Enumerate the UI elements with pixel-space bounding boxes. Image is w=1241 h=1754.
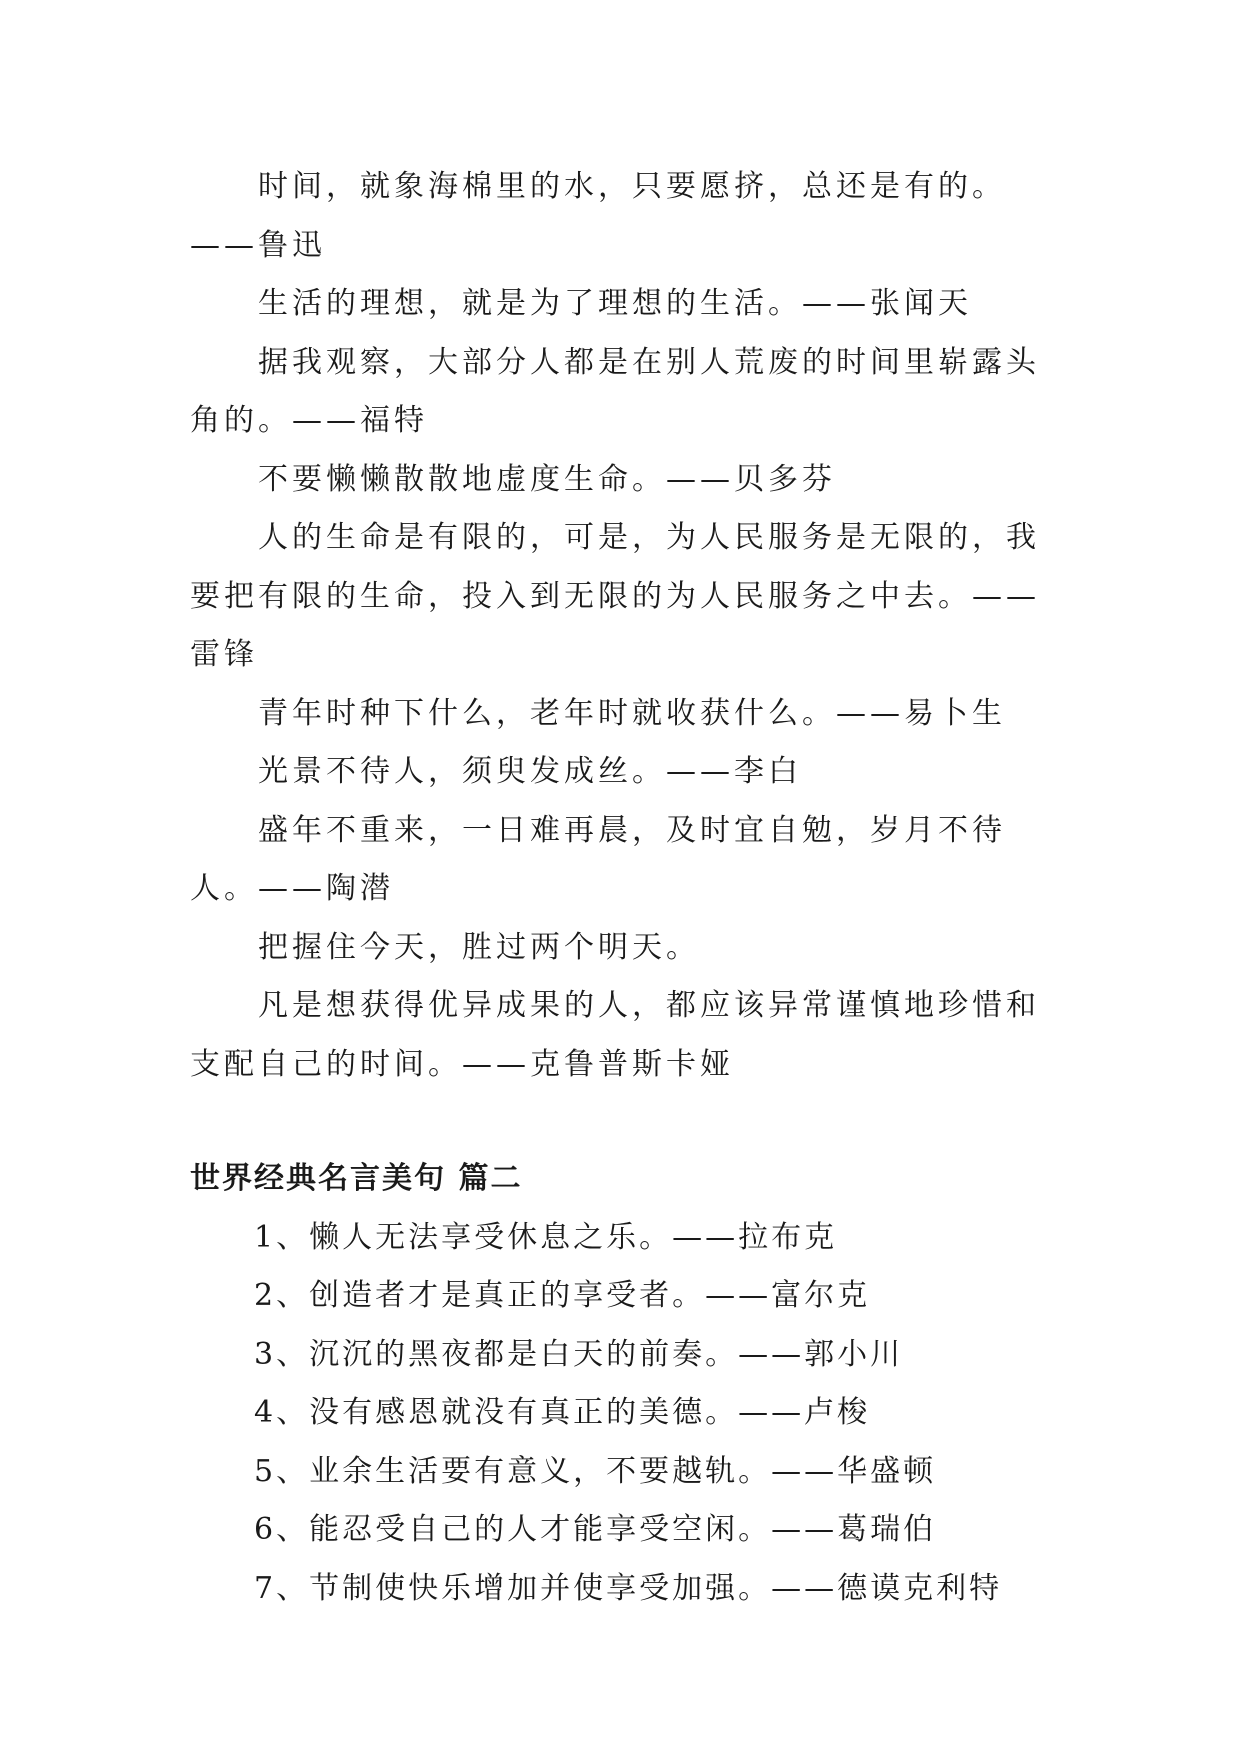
quote-paragraph: 时间，就象海棉里的水，只要愿挤，总还是有的。——鲁迅 [190,169,1006,263]
quote-paragraph: 青年时种下什么，老年时就收获什么。——易卜生 [258,695,1006,731]
list-item: 5、业余生活要有意义，不要越轨。——华盛顿 [254,1453,937,1489]
list-item: 6、能忍受自己的人才能享受空闲。——葛瑞伯 [254,1512,937,1547]
list-item: 1、懒人无法享受休息之乐。——拉布克 [254,1219,838,1255]
list-item: 7、节制使快乐增加并使享受加强。——德谟克利特 [254,1570,1003,1606]
quote-paragraph: 据我观察，大部分人都是在别人荒废的时间里崭露头角的。——福特 [190,344,1040,438]
document-body [190,158,1070,1618]
quote-paragraph: 不要懒懒散散地虚度生命。——贝多芬 [258,461,836,497]
quote-paragraph: 凡是想获得优异成果的人，都应该异常谨慎地珍惜和支配自己的时间。——克鲁普斯卡娅 [190,988,1040,1082]
list-item: 3、沉沉的黑夜都是白天的前奏。——郭小川 [254,1336,904,1372]
list-item: 4、没有感恩就没有真正的美德。——卢梭 [254,1395,871,1430]
quote-paragraph: 把握住今天，胜过两个明天。 [258,929,700,965]
quote-list [190,1209,1070,1619]
quote-paragraph: 光景不待人，须臾发成丝。——李白 [258,754,802,789]
quote-paragraph: 生活的理想，就是为了理想的生活。——张闻天 [258,286,972,321]
list-item: 2、创造者才是真正的享受者。——富尔克 [254,1278,871,1313]
quote-paragraph: 盛年不重来，一日难再晨，及时宜自勉，岁月不待人。——陶潜 [190,812,1006,906]
quote-paragraph: 人的生命是有限的，可是，为人民服务是无限的，我要把有限的生命，投入到无限的为人民服务之中去。——雷锋 [190,520,1040,672]
section-heading: 世界经典名言美句 篇二 [190,1161,523,1196]
